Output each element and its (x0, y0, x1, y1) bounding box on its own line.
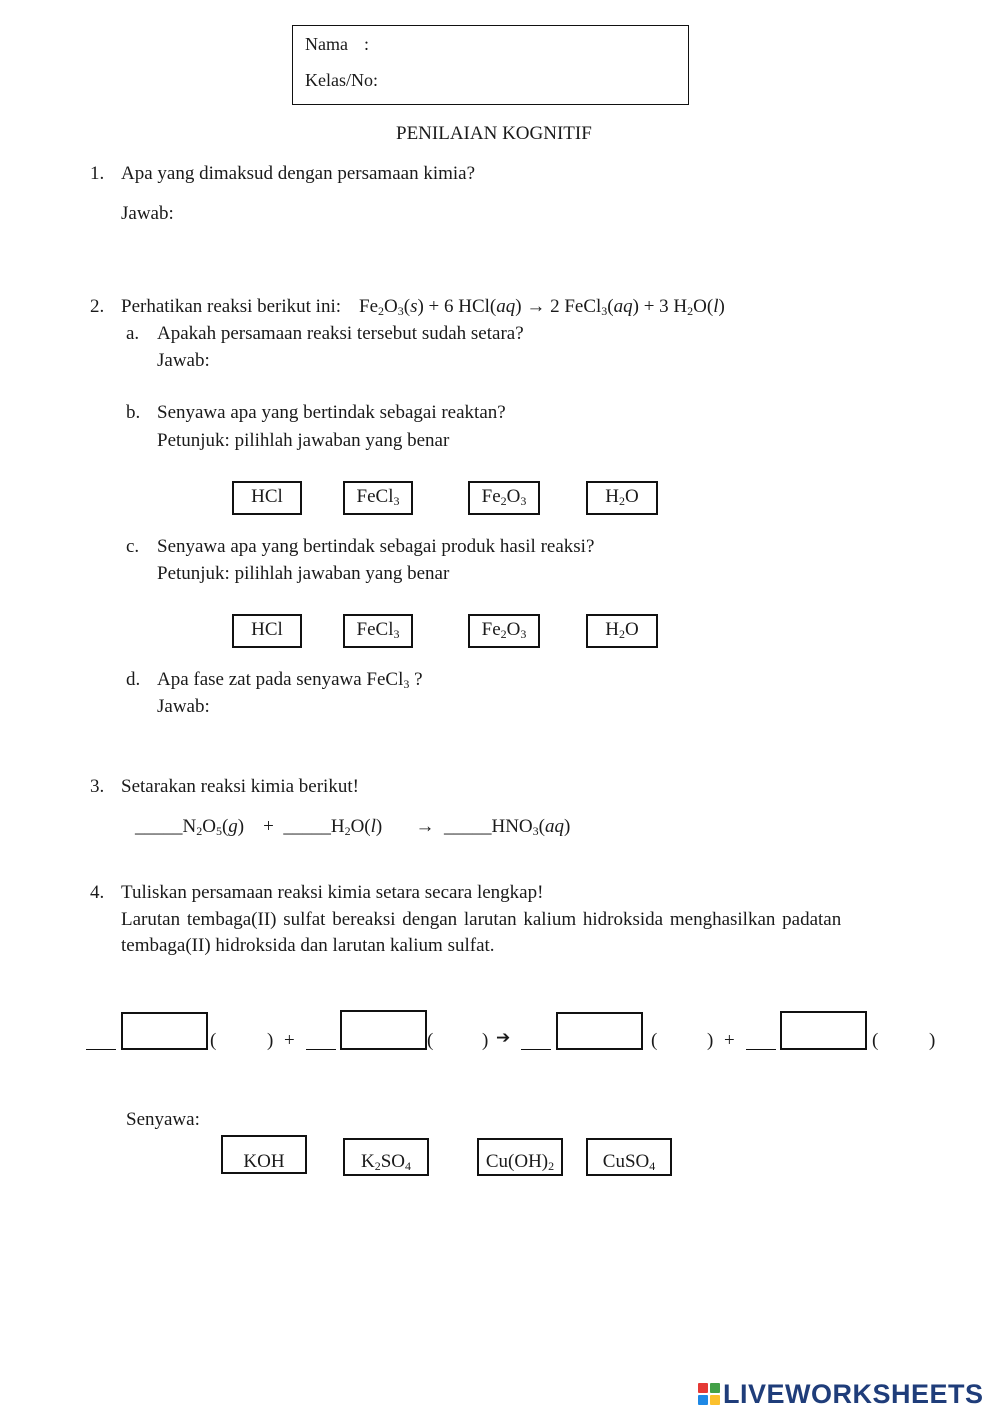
phase-close-2: ) (482, 1030, 489, 1051)
option-c-fecl3[interactable]: FeCl$_3$ (343, 614, 413, 648)
liveworksheets-logo (698, 1380, 984, 1408)
q1-number: 1. (90, 163, 105, 184)
compounds-label: Senyawa: (126, 1109, 200, 1130)
q2c-letter: c. (126, 536, 140, 557)
q2d-answer-label: Jawab: (157, 696, 210, 717)
phase-open-4: ( (872, 1030, 879, 1051)
option-c-hcl[interactable]: HCl (232, 614, 302, 648)
brand-name: LIVEWORKSHEETS (723, 1378, 984, 1409)
plus-2: + (724, 1030, 735, 1051)
q3-number: 3. (90, 776, 105, 797)
liveworksheets-logo-icon (698, 1383, 720, 1405)
nama-colon: : (364, 34, 370, 54)
option-c-h2o[interactable]: $H_2O$ (586, 614, 658, 648)
phase-close-1: ) (267, 1030, 274, 1051)
phase-open-1: ( (210, 1030, 217, 1051)
q1-text: Apa yang dimaksud dengan persamaan kimia? (121, 163, 476, 184)
phase-open-2: ( (427, 1030, 434, 1051)
coef-blank-3[interactable] (521, 1049, 551, 1050)
compound-slot-1[interactable] (121, 1012, 208, 1050)
compound-slot-3[interactable] (556, 1012, 643, 1050)
q2a-answer-label: Jawab: (157, 350, 210, 371)
q3-text: Setarakan reaksi kimia berikut! (121, 776, 359, 797)
q2c-text: Senyawa apa yang bertindak sebagai produk hasil reaksi? (157, 536, 595, 557)
q4-line2: tembaga(II) hidroksida dan larutan kalium sulfat. (121, 935, 495, 956)
compound-cuoh2[interactable]: $Cu(OH)_2$ (477, 1138, 563, 1176)
reaction-arrow-icon: ➔ (496, 1028, 511, 1048)
phase-close-4: ) (929, 1030, 936, 1051)
q2b-letter: b. (126, 402, 141, 423)
compound-k2so4[interactable]: $K_2SO_4$ (343, 1138, 429, 1176)
q3-equation: $\_\_\_\_\_N_2O_5(g)$ + $\_\_\_\_\_H_2O(l)$ → $\_\_\_\_\_HNO_3(aq)$ (135, 816, 571, 838)
page-title: PENILAIAN KOGNITIF (396, 123, 592, 144)
compound-cuso4[interactable]: CuSO$_4$ (586, 1138, 672, 1176)
q2a-letter: a. (126, 323, 140, 344)
q2b-hint: Petunjuk: pilihlah jawaban yang benar (157, 430, 450, 451)
q4-line1: Larutan tembaga(II) sulfat bereaksi dengan larutan kalium hidroksida menghasilkan padatan (121, 909, 842, 930)
option-b-h2o[interactable]: $H_2O$ (586, 481, 658, 515)
q2-reaction-equation: $Fe_2O_3(s) + 6$ HCl(aq) → 2 FeCl$_3$(aq) + 3 $H_2O(l)$ (359, 296, 725, 318)
q2b-text: Senyawa apa yang bertindak sebagai reaktan? (157, 402, 506, 423)
coef-blank-1[interactable] (86, 1049, 116, 1050)
option-b-fecl3[interactable]: FeCl$_3$ (343, 481, 413, 515)
q1-answer-label: Jawab: (121, 203, 174, 224)
q2-number: 2. (90, 296, 105, 317)
q2d-text: Apa fase zat pada senyawa FeCl$_3$ ? (157, 669, 423, 691)
q4-number: 4. (90, 882, 105, 903)
compound-slot-2[interactable] (340, 1010, 427, 1050)
q2-intro: Perhatikan reaksi berikut ini: (121, 296, 342, 317)
phase-open-3: ( (651, 1030, 658, 1051)
coef-blank-4[interactable] (746, 1049, 776, 1050)
phase-close-3: ) (707, 1030, 714, 1051)
student-info-box (292, 25, 689, 105)
option-b-fe2o3[interactable]: $Fe_2O_3$ (468, 481, 540, 515)
q2d-letter: d. (126, 669, 141, 690)
q2a-text: Apakah persamaan reaksi tersebut sudah setara? (157, 323, 524, 344)
q4-text: Tuliskan persamaan reaksi kimia setara secara lengkap! (121, 882, 544, 903)
q2c-hint: Petunjuk: pilihlah jawaban yang benar (157, 563, 450, 584)
compound-koh[interactable]: KOH (221, 1135, 307, 1174)
compound-slot-4[interactable] (780, 1011, 867, 1050)
option-b-hcl[interactable]: HCl (232, 481, 302, 515)
nama-label: Nama (305, 34, 348, 54)
option-c-fe2o3[interactable]: $Fe_2O_3$ (468, 614, 540, 648)
plus-1: + (284, 1030, 295, 1051)
kelas-label: Kelas/No: (305, 70, 378, 90)
coef-blank-2[interactable] (306, 1049, 336, 1050)
